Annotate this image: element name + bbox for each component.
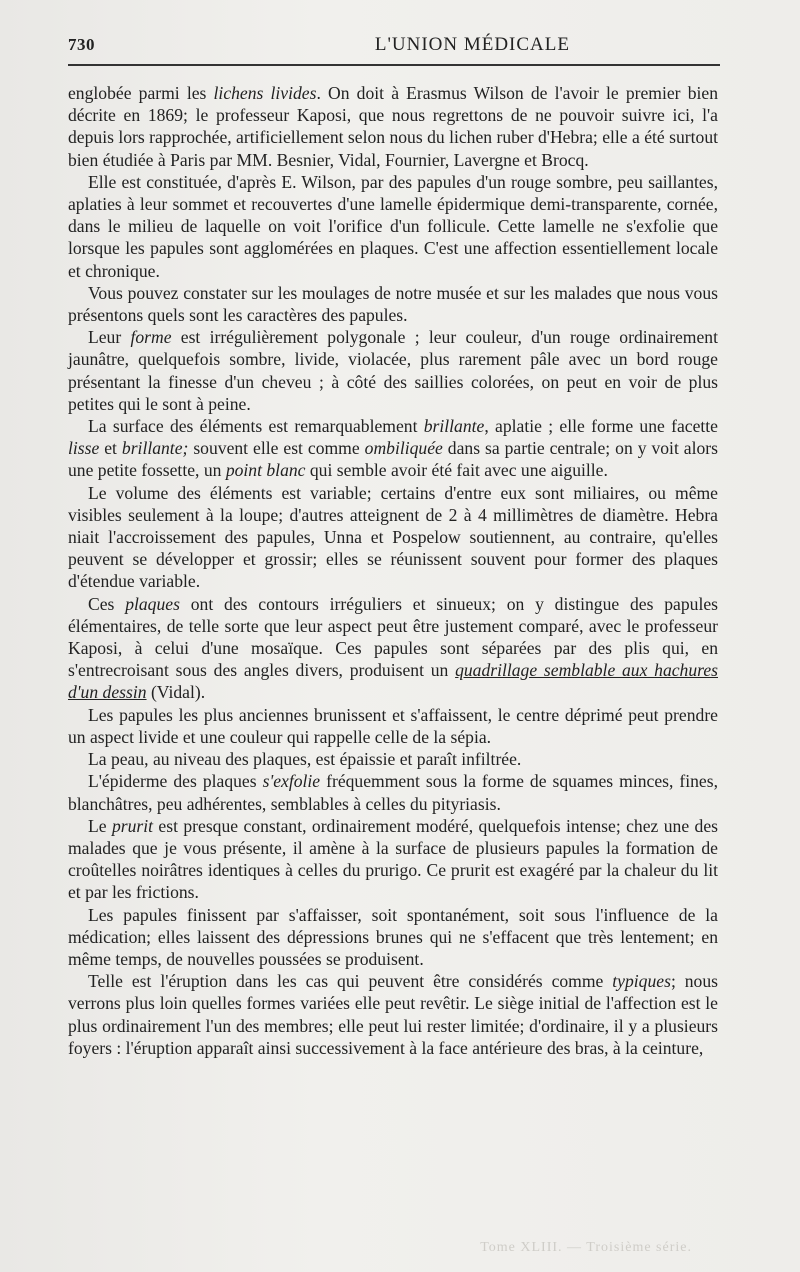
italic-phrase: typiques	[612, 971, 671, 992]
text-run: fréquemment sous la forme de squames minces, fines, blanchâtres, peu adhérentes, semblables à celles du pityriasis.	[68, 771, 718, 814]
text-run: Elle est constituée, d'après E. Wilson, par des papules d'un rouge sombre, peu saillantes, aplaties à leur sommet et recouvertes d'une lamelle épidermique demi-transparente, cornée, dans le milieu de laquelle on voit l'orifice d'un follicule. Cette lamelle ne s'exfolie que lorsque les papules sont agglomérées en plaques. C'est une affection essentiellement locale et chronique.	[68, 171, 718, 281]
text-run: La surface des éléments est remarquablement	[88, 416, 424, 437]
paragraph	[68, 704, 718, 748]
paragraph	[68, 415, 718, 482]
text-run: Ces	[88, 593, 126, 614]
paragraph	[68, 970, 718, 1059]
paragraph	[68, 82, 718, 171]
text-run: Le	[88, 815, 112, 836]
italic-phrase: quadrillage semblable aux hachures d'un dessin	[68, 660, 718, 703]
paragraph	[68, 171, 718, 282]
text-run: Le volume des éléments est variable; certains d'entre eux sont miliaires, ou même visibles seulement à la loupe; d'autres atteignent de 2 à 4 millimètres de diamètre. Hebra niait l'accroissement des papules, Unna et Pospelow soutiennent, au contraire, qu'elles peuvent se développer et grossir; elles se réunissent souvent pour former des plaques d'étendue variable.	[68, 482, 718, 592]
text-run: Telle est l'éruption dans les cas qui peuvent être considérés comme	[88, 971, 613, 992]
text-run: La peau, au niveau des plaques, est épaissie et paraît infiltrée.	[88, 749, 522, 770]
text-run: souvent elle est comme	[188, 438, 365, 459]
paragraph	[68, 282, 718, 326]
page-header	[68, 34, 720, 60]
italic-phrase: lichens livides	[213, 83, 317, 103]
page-number: 730	[68, 35, 95, 54]
text-run: dans sa partie centrale; on y voit alors une petite fossette, un	[68, 438, 718, 481]
text-run: , aplatie ; elle forme une facette	[484, 416, 718, 437]
text-run: Les papules finissent par s'affaisser, soit spontanément, soit sous l'influence de la médication; elles laissent des dépressions brunes qui ne s'effacent que très lentement; en même temps, de nouvelles poussées se produisent.	[68, 904, 718, 969]
text-run: (Vidal).	[146, 682, 206, 703]
header-rule	[68, 64, 720, 66]
italic-phrase: plaques	[125, 593, 180, 614]
paragraph	[68, 815, 718, 904]
italic-phrase: lisse	[68, 438, 100, 459]
italic-phrase: prurit	[111, 815, 154, 836]
paragraph	[68, 770, 718, 814]
italic-phrase: ombiliquée	[364, 438, 443, 459]
text-run: ont des contours irréguliers et sinueux; on y distingue des papules élémentaires, de telle sorte que leur aspect peut être justement comparé, avec le professeur Kaposi, à celui d'une mosaïque. Ces papules sont séparées par des plis qui, en s'entrecroisant sous des angles divers, produisent un	[68, 593, 718, 681]
paragraph	[68, 326, 718, 415]
body-text	[68, 82, 718, 1059]
paragraph	[68, 904, 718, 971]
text-run: Vous pouvez constater sur les moulages de notre musée et sur les malades que nous vous présentons quels sont les caractères des papules.	[68, 282, 718, 326]
text-run: ; nous verrons plus loin quelles formes variées elle peut revêtir. Le siège initial de l'affection est le plus ordinairement l'un des membres; elle peut lui rester limitée; d'ordinaire, il y a plusieurs foyers : l'éruption apparaît ainsi successivement à la face antérieure des bras, à la ceinture,	[68, 971, 718, 1058]
text-run: qui semble avoir été fait avec une aiguille.	[305, 460, 608, 481]
text-run: L'épiderme des plaques	[88, 771, 263, 792]
italic-phrase: forme	[130, 327, 172, 348]
paragraph	[68, 748, 718, 770]
text-run: Leur	[88, 327, 131, 348]
italic-phrase: point blanc	[225, 460, 306, 481]
text-run: est presque constant, ordinairement modéré, quelquefois intense; chez une des malades que je vous présente, il amène à la surface de plusieurs papules la formation de croûtelles noirâtres identiques à celles du prurigo. Ce prurit est exagéré par la chaleur du lit et par les frictions.	[68, 815, 718, 903]
italic-phrase: brillante;	[121, 438, 189, 459]
footer-signature: Tome XLIII. — Troisième série.	[480, 1240, 692, 1255]
text-run: Les papules les plus anciennes brunissent et s'affaissent, le centre déprimé peut prendre un aspect livide et une couleur qui rappelle celle de la sépia.	[68, 704, 718, 747]
text-run: . On doit à Erasmus Wilson de l'avoir le premier bien décrite en 1869; le professeur Kaposi, que nous regrettons de ne pouvoir suivre ici, l'a depuis lors rapprochée, artificiellement selon nous du lichen ruber d'Hebra; elle a été surtout bien étudiée à Paris par MM. Besnier, Vidal, Fournier, Lavergne et Brocq.	[68, 83, 718, 170]
italic-phrase: brillante	[423, 416, 485, 437]
paragraph	[68, 593, 718, 704]
text-run: et	[99, 438, 122, 459]
text-run: englobée parmi les	[68, 83, 214, 103]
italic-phrase: s'exfolie	[262, 771, 321, 792]
running-title: L'UNION MÉDICALE	[374, 34, 570, 55]
text-run: est irrégulièrement polygonale ; leur couleur, d'un rouge ordinairement jaunâtre, quelquefois sombre, livide, violacée, plus rarement pâle avec un bord rouge présentant la finesse d'un cheveu ; à côté des saillies colorées, on peut en voir de plus petites qui le sont à peine.	[68, 327, 718, 414]
paragraph	[68, 482, 718, 593]
